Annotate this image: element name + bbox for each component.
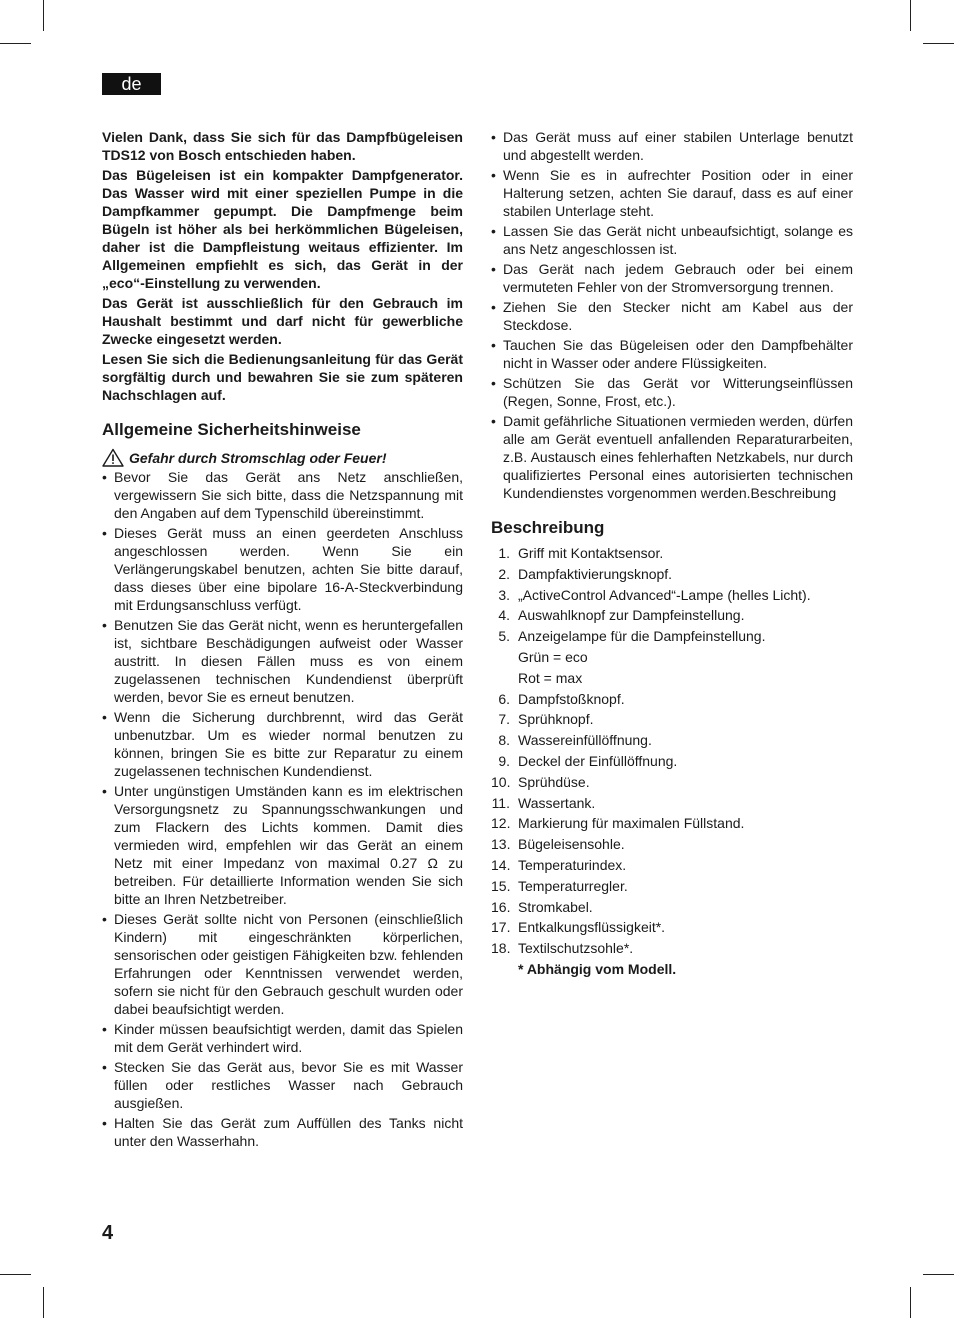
list-item-text: Unter ungünstigen Umständen kann es im elektrischen Versorgungsnetz zu Spannungsschwankungen und zum Flackern des Lichts kommen. Damit dies vermieden wird, empfehlen wir das Gerät an einem Netz mit einer Impedanz von maximal 0.27 Ω zu betreiben. Für detaillierte Information wenden Sie sich bitte an Ihren Netzbetreiber. — [114, 783, 463, 907]
item-text: Markierung für maximalen Füllstand. — [518, 815, 745, 832]
bullet-glyph: • — [491, 413, 496, 429]
page-number: 4 — [102, 1222, 114, 1244]
item-text: Grün = eco — [518, 648, 588, 665]
list-item — [102, 616, 463, 706]
item-text: Rot = max — [518, 669, 583, 686]
item-number: 16. — [491, 898, 511, 915]
intro-section — [102, 128, 463, 404]
bullet-glyph: • — [491, 129, 496, 145]
language-tab: de — [102, 73, 161, 95]
crop-mark — [0, 1274, 31, 1275]
list-item-text: Stecken Sie das Gerät aus, bevor Sie es mit Wasser füllen oder restliches Wasser nach Gebrauch ausgießen. — [114, 1059, 463, 1111]
list-item — [102, 524, 463, 614]
list-item-text: Benutzen Sie das Gerät nicht, wenn es heruntergefallen ist, sichtbare Beschädigungen aufweist oder Wasser austritt. In diesen Fällen muss es von einem zugelassenen technischen Kundendienst überprüft werden, bevor Sie es erneut benutzen. — [114, 617, 463, 705]
item-number: 12. — [491, 815, 511, 832]
bullet-glyph: • — [102, 617, 107, 633]
list-item-text: Wenn Sie es in aufrechter Position oder in einer Halterung setzen, achten Sie darauf, dass es auf einer stabilen Unterlage steht. — [503, 167, 853, 219]
bullet-glyph: • — [491, 167, 496, 183]
item-number: 1. — [498, 545, 510, 561]
description-item — [491, 856, 853, 874]
description-item — [491, 773, 853, 791]
list-item-text: Lassen Sie das Gerät nicht unbeaufsichtigt, solange es ans Netz angeschlossen ist. — [503, 223, 853, 257]
bullet-glyph: • — [491, 337, 496, 353]
bullet-glyph: • — [102, 709, 107, 725]
description-item — [491, 794, 853, 812]
item-text: Sprühknopf. — [518, 711, 594, 728]
bullet-glyph: • — [491, 375, 496, 391]
intro-paragraph: Das Gerät ist ausschließlich für den Gebrauch im Haushalt bestimmt und darf nicht für gewerbliche Zwecke eingesetzt werden. — [102, 295, 463, 347]
item-number: 15. — [491, 877, 511, 894]
item-number: 3. — [498, 586, 510, 603]
list-item — [491, 412, 853, 502]
warning-text: Gefahr durch Stromschlag oder Feuer! — [129, 449, 387, 466]
description-item — [491, 586, 853, 604]
item-text: Sprühdüse. — [518, 773, 590, 790]
list-item — [491, 374, 853, 410]
list-item-text: Halten Sie das Gerät zum Auffüllen des Tanks nicht unter den Wasserhahn. — [114, 1115, 463, 1149]
description-list — [491, 544, 853, 978]
crop-mark — [923, 1274, 954, 1275]
item-text: Anzeigelampe für die Dampfeinstellung. — [518, 628, 766, 645]
item-number: 2. — [498, 565, 510, 582]
list-item — [491, 298, 853, 334]
item-number: 18. — [491, 940, 511, 957]
item-text: Wassertank. — [518, 794, 596, 811]
description-item — [491, 565, 853, 583]
safety-list-right — [491, 128, 853, 502]
list-item-text: Dieses Gerät sollte nicht von Personen (einschließlich Kindern) mit eingeschränkten körperlichen, sensorischen oder geistigen Fähigkeiten bzw. fehlenden Erfahrungen oder Kenntnissen verwendet werden, sofern sie nicht für den Gebrauch geschult wurden oder dabei beaufsichtigt werden. — [114, 911, 463, 1017]
item-number: 11. — [491, 794, 510, 811]
item-text: Entkalkungsflüssigkeit*. — [518, 919, 666, 936]
item-number: 14. — [491, 856, 511, 873]
description-item — [491, 544, 853, 562]
model-note: * Abhängig vom Modell. — [518, 960, 677, 977]
bullet-glyph: • — [102, 1021, 107, 1037]
list-item — [102, 708, 463, 780]
description-item — [491, 898, 853, 916]
list-item-text: Wenn die Sicherung durchbrennt, wird das Gerät unbenutzbar. Um es wieder normal benutzen zu können, bringen Sie es bitte zur Reparatur zu einem zugelassenen technischen Kundendienst. — [114, 709, 463, 779]
list-item — [491, 336, 853, 372]
crop-mark — [43, 0, 44, 31]
description-item — [491, 606, 853, 624]
list-item-text: Schützen Sie das Gerät vor Witterungseinflüssen (Regen, Sonne, Frost, etc.). — [503, 375, 853, 409]
list-item-text: Dieses Gerät muss an einen geerdeten Anschluss angeschlossen werden. Wenn Sie ein Verlängerungskabel benutzen, achten Sie bitte darauf, dass dieses über eine bipolare 16-A-Steckverbindung mit Erdungsanschluss verfügt. — [114, 525, 463, 613]
warning-triangle-icon — [102, 448, 124, 467]
description-item — [491, 710, 853, 728]
description-item — [491, 690, 853, 708]
item-number: 13. — [491, 836, 511, 853]
description-subitem — [491, 669, 853, 687]
intro-paragraph: Das Bügeleisen ist ein kompakter Dampfgenerator. Das Wasser wird mit einer speziellen Pumpe in die Dampfkammer gepumpt. Die Dampfmenge beim Bügeln ist höher als bei herkömmlichen Bügeleisen, daher ist die Dampfleistung weitaus effizienter. Im Allgemeinen empfiehlt es sich, das Gerät in der „eco“-Einstellung zu verwenden. — [102, 167, 463, 291]
item-number: 5. — [498, 628, 510, 645]
bullet-glyph: • — [102, 1115, 107, 1131]
item-number: 9. — [498, 752, 510, 769]
item-text: Dampfaktivierungsknopf. — [518, 565, 673, 582]
list-item-text: Das Gerät nach jedem Gebrauch oder bei einem vermuteten Fehler von der Stromversorgung trennen. — [503, 261, 853, 295]
crop-mark — [43, 1287, 44, 1318]
item-text: Textilschutzsohle*. — [518, 940, 634, 957]
description-heading: Beschreibung — [491, 518, 605, 537]
bullet-glyph: • — [102, 911, 107, 927]
list-item-text: Kinder müssen beaufsichtigt werden, damit das Spielen mit dem Gerät verhindert wird. — [114, 1021, 463, 1055]
item-text: Temperaturregler. — [518, 877, 628, 894]
right-column — [491, 128, 853, 981]
bullet-glyph: • — [102, 1059, 107, 1075]
description-item — [491, 814, 853, 832]
description-item — [491, 877, 853, 895]
intro-paragraph: Vielen Dank, dass Sie sich für das Dampfbügeleisen TDS12 von Bosch entschieden haben. — [102, 129, 463, 163]
list-item-text: Das Gerät muss auf einer stabilen Unterlage benutzt und abgestellt werden. — [503, 129, 853, 163]
list-item-text: Tauchen Sie das Bügeleisen oder den Dampfbehälter nicht in Wasser oder andere Flüssigkeiten. — [503, 337, 853, 371]
item-number: 17. — [491, 919, 511, 936]
left-column — [102, 128, 463, 1152]
intro-paragraph: Lesen Sie sich die Bedienungsanleitung für das Gerät sorgfältig durch und bewahren Sie sie zum späteren Nachschlagen auf. — [102, 351, 463, 403]
list-item — [491, 222, 853, 258]
list-item-text: Damit gefährliche Situationen vermieden werden, dürfen alle am Gerät eventuell anfallenden Reparaturarbeiten, z.B. Austausch eines fehlerhaften Netzkabels, nur durch qualifiziertes Personal eines autorisierten technischen Kundendienstes vorgenommen werden.Beschreibung — [503, 413, 853, 501]
item-text: Bügeleisensohle. — [518, 836, 625, 853]
item-text: Stromkabel. — [518, 898, 593, 915]
list-item — [491, 128, 853, 164]
item-text: „ActiveControl Advanced“-Lampe (helles Licht). — [518, 586, 811, 603]
warning-line — [102, 448, 463, 467]
item-number: 6. — [498, 690, 510, 707]
crop-mark — [923, 43, 954, 44]
item-text: Dampfstoßknopf. — [518, 690, 625, 707]
crop-mark — [910, 0, 911, 31]
description-item — [491, 752, 853, 770]
item-number: 10. — [491, 773, 511, 790]
description-item — [491, 918, 853, 936]
list-item — [102, 782, 463, 908]
item-number: 4. — [498, 607, 510, 624]
description-item — [491, 939, 853, 957]
description-item — [491, 835, 853, 853]
safety-heading: Allgemeine Sicherheitshinweise — [102, 420, 361, 439]
list-item — [102, 1058, 463, 1112]
item-text: Wassereinfüllöffnung. — [518, 732, 652, 749]
item-text: Griff mit Kontaktsensor. — [518, 545, 664, 561]
list-item — [102, 468, 463, 522]
bullet-glyph: • — [491, 223, 496, 239]
description-subitem — [491, 648, 853, 666]
item-number: 7. — [498, 711, 510, 728]
bullet-glyph: • — [491, 261, 496, 277]
description-item — [491, 627, 853, 645]
description-item — [491, 731, 853, 749]
item-text: Auswahlknopf zur Dampfeinstellung. — [518, 607, 745, 624]
bullet-glyph: • — [491, 299, 496, 315]
list-item-text: Ziehen Sie den Stecker nicht am Kabel aus der Steckdose. — [503, 299, 853, 333]
crop-mark — [0, 43, 31, 44]
list-item — [491, 260, 853, 296]
item-text: Deckel der Einfüllöffnung. — [518, 752, 678, 769]
list-item — [102, 1020, 463, 1056]
list-item — [102, 910, 463, 1018]
safety-list-left — [102, 468, 463, 1150]
item-text: Temperaturindex. — [518, 856, 627, 873]
item-number: 8. — [498, 732, 510, 749]
list-item — [491, 166, 853, 220]
list-item-text: Bevor Sie das Gerät ans Netz anschließen, vergewissern Sie sich bitte, dass die Netzspannung mit den Angaben auf dem Typenschild übereinstimmt. — [114, 469, 463, 521]
list-item — [102, 1114, 463, 1150]
bullet-glyph: • — [102, 783, 107, 799]
crop-mark — [910, 1287, 911, 1318]
bullet-glyph: • — [102, 469, 107, 485]
bullet-glyph: • — [102, 525, 107, 541]
